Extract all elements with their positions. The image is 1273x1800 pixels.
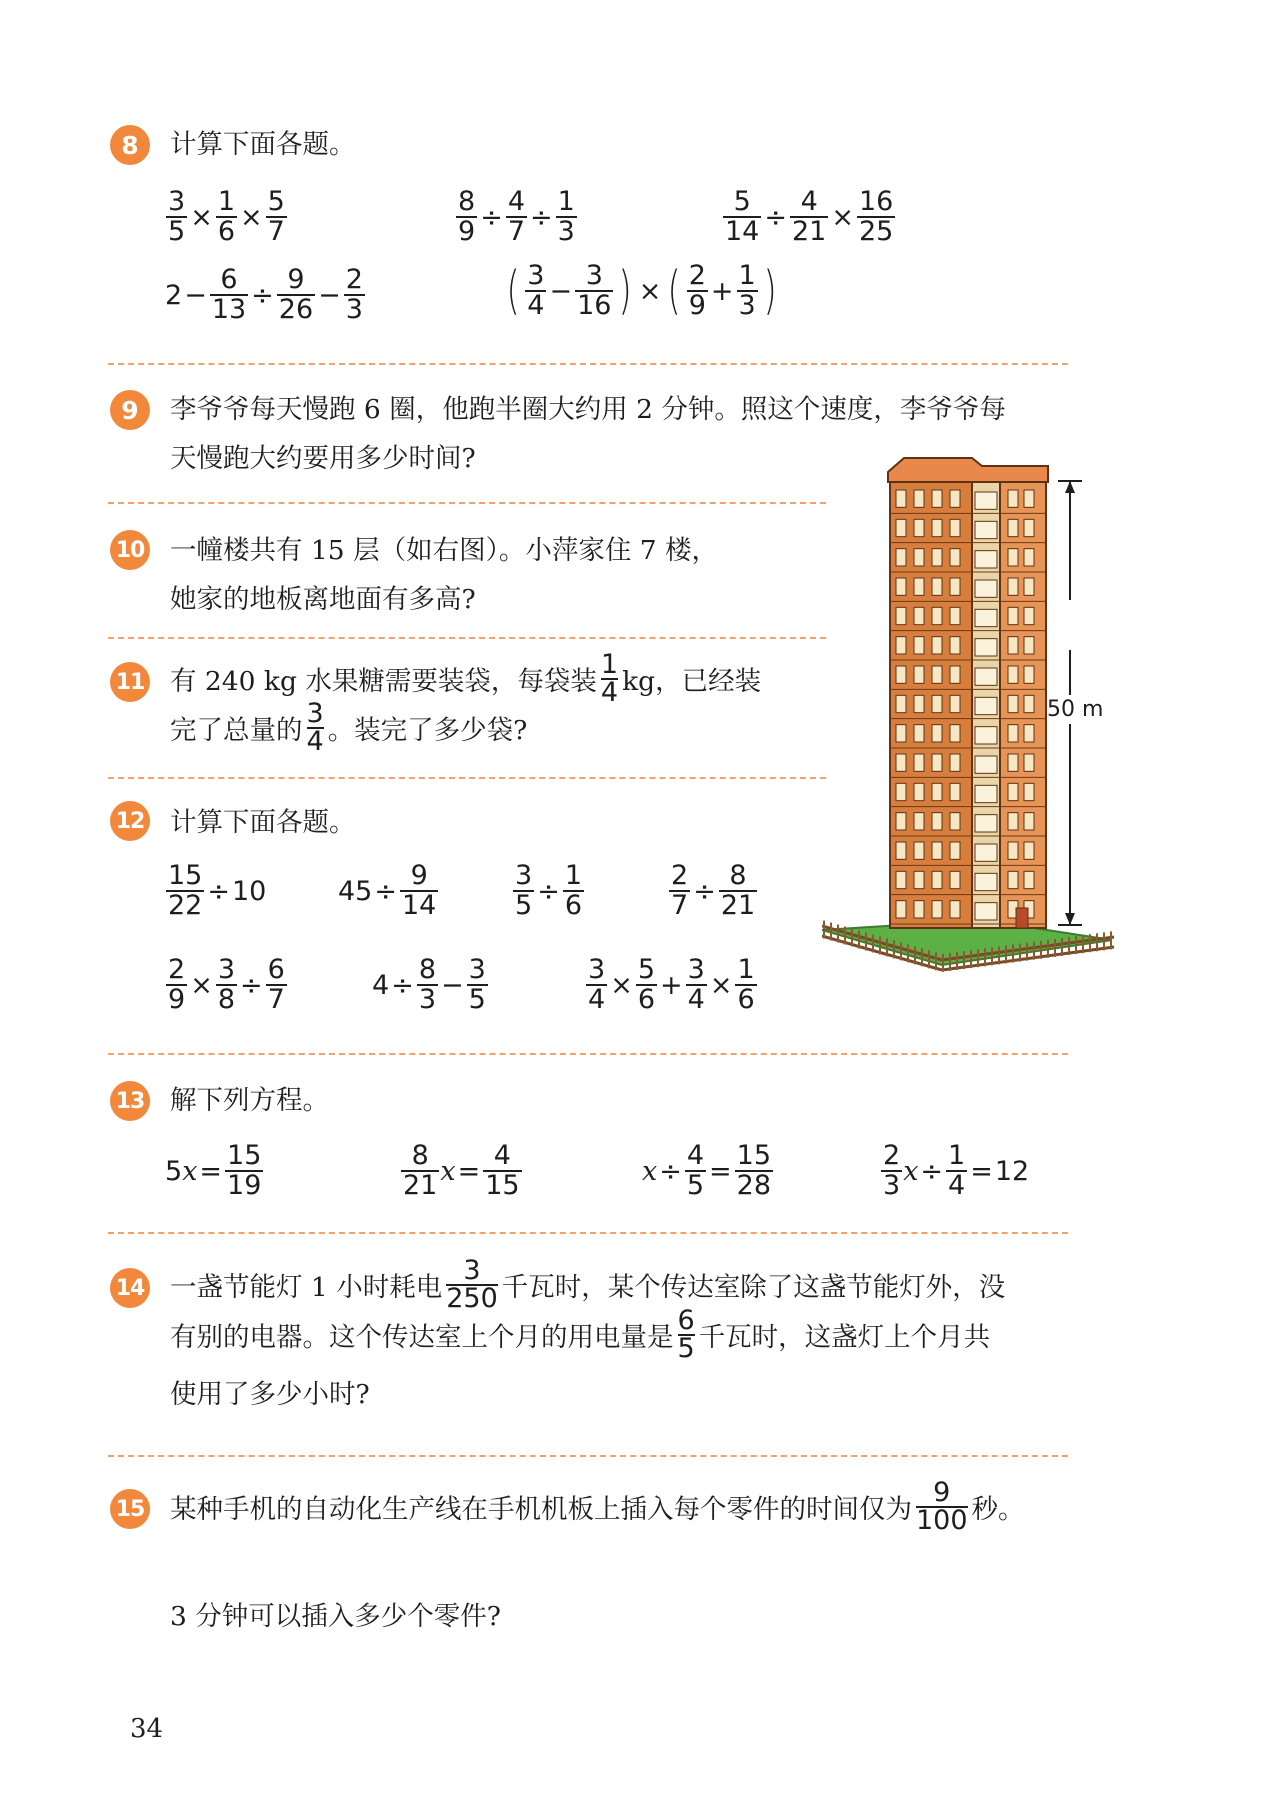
inline-fraction <box>916 1477 968 1536</box>
question-number-badge: 13 <box>110 1081 150 1121</box>
fraction <box>686 956 707 1014</box>
operator: − <box>549 275 573 307</box>
question-text: 计算下面各题。 <box>170 129 356 160</box>
question-number-badge: 8 <box>110 125 150 165</box>
denominator: 6 <box>217 216 235 247</box>
denominator: 3 <box>883 1170 901 1201</box>
denominator: 9 <box>458 216 476 247</box>
operator: = <box>970 1155 993 1187</box>
operator: × <box>831 201 854 233</box>
numerator: 15 <box>168 860 203 891</box>
denominator: 7 <box>671 890 689 921</box>
number: 45 <box>338 875 373 907</box>
number: 12 <box>994 1155 1030 1187</box>
fraction <box>166 862 204 920</box>
question-text: 解下列方程。 <box>170 1085 329 1116</box>
denominator: 6 <box>737 984 755 1015</box>
variable: x <box>642 1155 658 1187</box>
number: 5 <box>165 1155 183 1187</box>
inline-fraction <box>446 1255 498 1314</box>
math-expression <box>165 1142 264 1200</box>
fraction <box>790 188 828 246</box>
numerator: 5 <box>733 186 751 217</box>
page-number: 34 <box>130 1714 164 1744</box>
numerator: 3 <box>306 698 324 729</box>
operator: ÷ <box>530 201 553 233</box>
math-expression <box>722 188 896 246</box>
question-number-badge: 9 <box>110 390 150 430</box>
numerator: 16 <box>858 186 894 217</box>
fraction <box>417 956 438 1014</box>
numerator: 6 <box>677 1305 695 1336</box>
math-expression <box>165 266 366 324</box>
denominator: 5 <box>515 890 533 921</box>
denominator: 13 <box>211 294 247 325</box>
question-number-badge: 11 <box>110 662 150 702</box>
parenthesis: ( <box>667 261 682 321</box>
numerator: 9 <box>287 264 305 295</box>
fraction <box>737 262 758 320</box>
denominator: 21 <box>720 890 756 921</box>
denominator: 7 <box>507 216 525 247</box>
numerator: 3 <box>463 1255 481 1286</box>
question-text-part: 完了总量的 <box>170 715 303 746</box>
math-expression <box>165 188 288 246</box>
numerator: 1 <box>564 860 582 891</box>
fraction <box>210 266 248 324</box>
numerator: 4 <box>800 186 818 217</box>
denominator: 8 <box>217 984 235 1015</box>
fraction <box>669 862 690 920</box>
numerator: 1 <box>557 186 575 217</box>
fraction <box>456 188 477 246</box>
number: 10 <box>231 875 267 907</box>
operator: ÷ <box>693 875 716 907</box>
building-illustration <box>822 450 1122 1010</box>
denominator: 22 <box>168 890 203 921</box>
height-label: 50 m <box>1047 697 1104 722</box>
operator: × <box>709 969 733 1001</box>
operator: + <box>660 969 683 1001</box>
numerator: 2 <box>883 1140 901 1171</box>
fraction <box>513 862 534 920</box>
numerator: 8 <box>458 186 476 217</box>
fraction <box>687 262 708 320</box>
numerator: 2 <box>345 264 363 295</box>
numerator: 3 <box>217 954 235 985</box>
fraction <box>266 188 287 246</box>
numerator: 1 <box>738 260 756 291</box>
fraction <box>277 266 315 324</box>
fraction <box>506 188 527 246</box>
numerator: 1 <box>217 186 235 217</box>
numerator: 3 <box>515 860 533 891</box>
fraction <box>467 956 488 1014</box>
denominator: 14 <box>401 890 437 921</box>
denominator: 25 <box>858 216 894 247</box>
question-text-part: 。装完了多少袋? <box>327 715 528 746</box>
operator: = <box>709 1155 732 1187</box>
operator: = <box>457 1155 481 1187</box>
math-expression <box>165 862 266 920</box>
parenthesis: ) <box>619 261 633 321</box>
question-number-badge: 15 <box>110 1489 150 1529</box>
question-text-part: 千瓦时，某个传达室除了这盏节能灯外，没 <box>501 1272 1006 1303</box>
numerator: 3 <box>585 260 603 291</box>
section-divider <box>108 777 826 779</box>
question-text-part: 一盏节能灯 1 小时耗电 <box>170 1272 443 1303</box>
question-text <box>170 1255 1006 1316</box>
numerator: 15 <box>227 1140 262 1171</box>
question-text-part: kg，已经装 <box>622 666 762 697</box>
question-text-part: 有 240 kg 水果糖需要装袋，每袋装 <box>170 666 597 697</box>
fraction <box>483 1142 521 1200</box>
fraction <box>216 956 237 1014</box>
math-expression <box>512 862 585 920</box>
operator: − <box>184 279 207 311</box>
operator: ÷ <box>251 279 274 311</box>
operator: = <box>199 1155 223 1187</box>
denominator: 21 <box>791 216 827 247</box>
denominator: 100 <box>916 1505 968 1536</box>
inline-fraction <box>600 649 619 708</box>
question-text: 一幢楼共有 15 层（如右图）。小萍家住 7 楼， <box>170 535 719 566</box>
numerator: 6 <box>220 264 238 295</box>
section-divider <box>108 502 826 504</box>
fraction <box>575 262 613 320</box>
denominator: 4 <box>948 1170 966 1201</box>
operator: ÷ <box>480 201 503 233</box>
numerator: 8 <box>729 860 747 891</box>
denominator: 6 <box>637 984 655 1015</box>
operator: ÷ <box>920 1155 944 1187</box>
question-text <box>170 649 762 710</box>
fraction <box>735 956 756 1014</box>
numerator: 8 <box>411 1140 429 1171</box>
question-text <box>170 1477 1025 1538</box>
math-expression <box>400 1142 523 1200</box>
denominator: 9 <box>168 984 186 1015</box>
fraction <box>225 1142 263 1200</box>
numerator: 5 <box>637 954 655 985</box>
question-number-badge: 10 <box>110 530 150 570</box>
question-text-part: 秒。 <box>971 1494 1025 1525</box>
question-number-badge: 14 <box>110 1268 150 1308</box>
fraction <box>266 956 287 1014</box>
fraction <box>401 1142 439 1200</box>
section-divider <box>108 1053 1068 1055</box>
numerator: 5 <box>267 186 285 217</box>
fraction <box>216 188 237 246</box>
math-expression <box>165 956 288 1014</box>
denominator: 4 <box>600 677 619 708</box>
numerator: 3 <box>468 954 486 985</box>
numerator: 4 <box>507 186 525 217</box>
operator: × <box>610 969 633 1001</box>
denominator: 28 <box>736 1170 772 1201</box>
denominator: 7 <box>267 216 285 247</box>
math-expression <box>880 1142 1029 1200</box>
fraction <box>723 188 761 246</box>
denominator: 5 <box>677 1333 695 1364</box>
section-divider <box>108 363 1068 365</box>
question-text: 使用了多少小时? <box>170 1379 370 1410</box>
denominator: 3 <box>557 216 575 247</box>
fraction <box>400 862 438 920</box>
numerator: 2 <box>168 954 186 985</box>
variable: x <box>182 1155 198 1187</box>
denominator: 4 <box>687 984 705 1015</box>
denominator: 4 <box>588 984 606 1015</box>
operator: ÷ <box>240 969 263 1001</box>
denominator: 26 <box>278 294 314 325</box>
denominator: 3 <box>738 290 756 321</box>
denominator: 14 <box>725 216 760 247</box>
operator: × <box>240 201 263 233</box>
fraction <box>685 1142 706 1200</box>
numerator: 8 <box>418 954 436 985</box>
math-expression <box>455 188 578 246</box>
fraction <box>166 188 187 246</box>
numerator: 4 <box>493 1140 511 1171</box>
numerator: 9 <box>933 1477 951 1508</box>
fraction <box>636 956 657 1014</box>
math-expression <box>372 956 489 1014</box>
denominator: 7 <box>267 984 285 1015</box>
parenthesis: ) <box>763 261 777 321</box>
denominator: 16 <box>577 290 612 321</box>
operator: × <box>190 969 213 1001</box>
numerator: 1 <box>600 649 619 680</box>
question-text: 李爷爷每天慢跑 6 圈，他跑半圈大约用 2 分钟。照这个速度，李爷爷每 <box>170 394 1006 425</box>
number: 2 <box>165 279 183 311</box>
numerator: 2 <box>688 260 706 291</box>
math-expression <box>642 1142 774 1200</box>
question-text-part: 某种手机的自动化生产线在手机机板上插入每个零件的时间仅为 <box>170 1494 912 1525</box>
operator: ÷ <box>391 969 414 1001</box>
denominator: 5 <box>686 1170 705 1201</box>
fraction <box>166 956 187 1014</box>
fraction <box>735 1142 773 1200</box>
fraction <box>563 862 584 920</box>
question-text: 她家的地板离地面有多高? <box>170 584 476 615</box>
numerator: 3 <box>687 954 705 985</box>
math-expression <box>502 262 781 320</box>
denominator: 4 <box>527 290 545 321</box>
question-text: 计算下面各题。 <box>170 807 356 838</box>
denominator: 4 <box>306 726 324 757</box>
operator: × <box>638 275 662 307</box>
math-expression <box>668 862 758 920</box>
operator: + <box>710 275 734 307</box>
operator: ÷ <box>374 875 397 907</box>
operator: ÷ <box>659 1155 682 1187</box>
inline-fraction <box>306 698 324 757</box>
numerator: 15 <box>736 1140 772 1171</box>
operator: ÷ <box>764 201 787 233</box>
denominator: 15 <box>485 1170 520 1201</box>
inline-fraction <box>677 1305 695 1364</box>
numerator: 4 <box>686 1140 705 1171</box>
number: 4 <box>372 969 390 1001</box>
denominator: 5 <box>468 984 486 1015</box>
question-text-part: 千瓦时，这盏灯上个月共 <box>698 1322 991 1353</box>
fraction <box>881 1142 902 1200</box>
operator: ÷ <box>207 875 230 907</box>
variable: x <box>440 1155 456 1187</box>
numerator: 2 <box>671 860 689 891</box>
fraction <box>556 188 577 246</box>
denominator: 19 <box>227 1170 262 1201</box>
math-expression <box>585 956 758 1014</box>
question-text <box>170 1305 991 1366</box>
question-text <box>170 698 528 759</box>
operator: ÷ <box>537 875 560 907</box>
question-text: 3 分钟可以插入多少个零件? <box>170 1601 501 1632</box>
numerator: 1 <box>737 954 755 985</box>
numerator: 3 <box>527 260 545 291</box>
denominator: 3 <box>418 984 436 1015</box>
question-text-part: 有别的电器。这个传达室上个月的用电量是 <box>170 1322 674 1353</box>
denominator: 21 <box>403 1170 438 1201</box>
math-expression <box>338 862 439 920</box>
question-number-badge: 12 <box>110 801 150 841</box>
denominator: 6 <box>564 890 582 921</box>
fraction <box>586 956 607 1014</box>
fraction <box>857 188 895 246</box>
parenthesis: ( <box>506 261 520 321</box>
denominator: 9 <box>688 290 706 321</box>
denominator: 5 <box>168 216 186 247</box>
variable: x <box>903 1155 919 1187</box>
fraction <box>525 262 546 320</box>
section-divider <box>108 1455 1068 1457</box>
numerator: 3 <box>168 186 186 217</box>
section-divider <box>108 637 826 639</box>
question-text: 天慢跑大约要用多少时间? <box>170 443 476 474</box>
operator: − <box>441 969 464 1001</box>
fraction <box>719 862 757 920</box>
numerator: 1 <box>948 1140 966 1171</box>
fraction <box>946 1142 967 1200</box>
operator: − <box>318 279 341 311</box>
denominator: 3 <box>345 294 363 325</box>
section-divider <box>108 1232 1068 1234</box>
fraction <box>344 266 365 324</box>
numerator: 9 <box>410 860 428 891</box>
numerator: 3 <box>588 954 606 985</box>
denominator: 250 <box>446 1283 498 1314</box>
numerator: 6 <box>267 954 285 985</box>
operator: × <box>190 201 213 233</box>
